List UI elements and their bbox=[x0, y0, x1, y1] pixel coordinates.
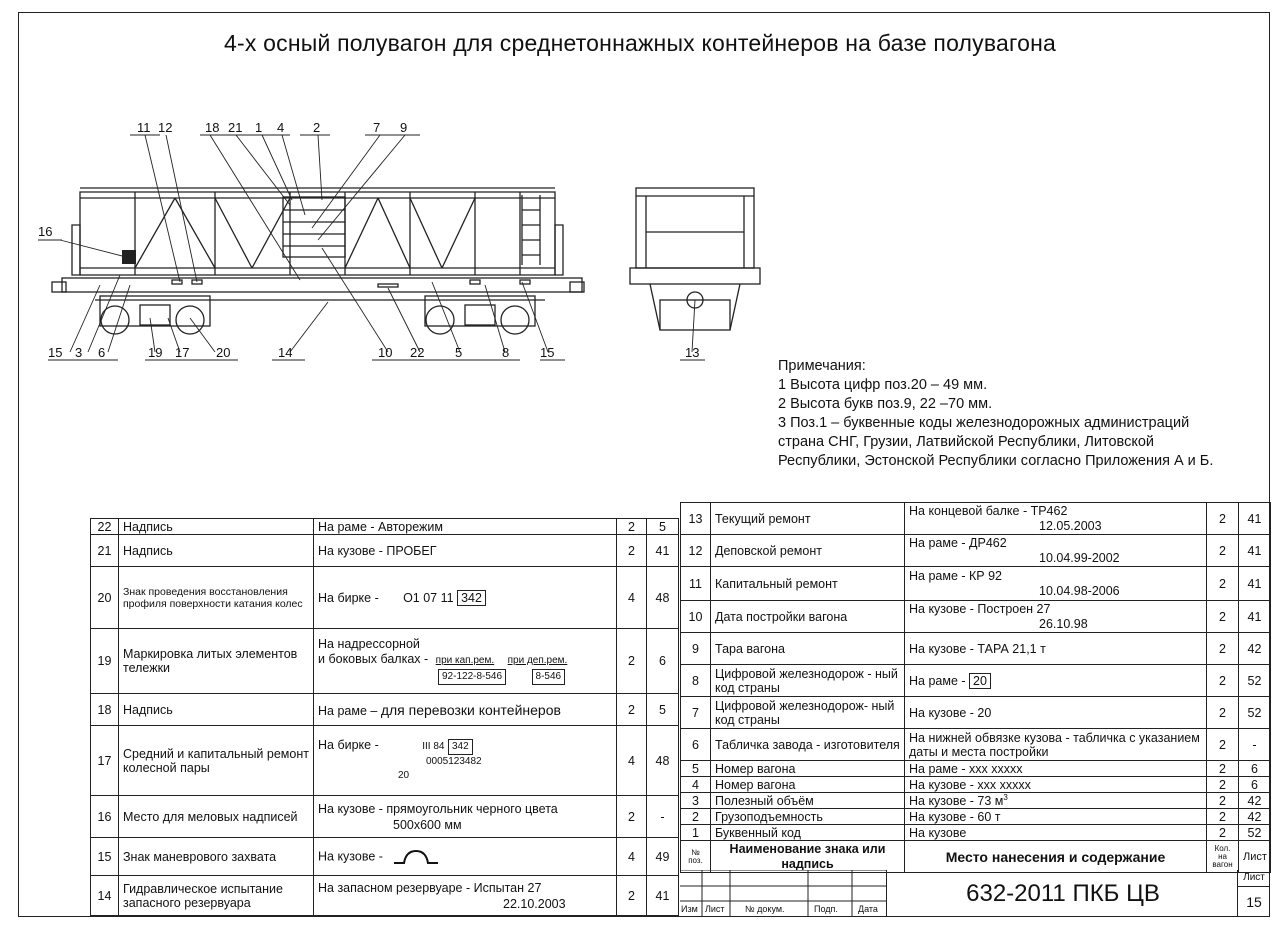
callout-label: 8 bbox=[502, 345, 510, 360]
table-row: 9 Тара вагона На кузове - ТАРА 21,1 т 2 42 bbox=[681, 633, 1271, 665]
callout-label: 11 bbox=[137, 120, 151, 135]
callout-label: 6 bbox=[98, 345, 106, 360]
title-block bbox=[680, 870, 1270, 917]
callout-label: 14 bbox=[278, 345, 293, 360]
notes-line: 1 Высота цифр поз.20 – 49 мм. bbox=[778, 377, 988, 393]
table-row: 2 Грузоподъемность На кузове - 60 т 2 42 bbox=[681, 809, 1271, 825]
table-row: 8 Цифровой железнодорож - ный код страны На раме - 20 2 52 bbox=[681, 665, 1271, 697]
table-row: 5 Номер вагона На раме - ххх ххххх 2 6 bbox=[681, 761, 1271, 777]
table-row: 18 Надпись На раме – для перевозки контейнеров 2 5 bbox=[91, 694, 679, 726]
table-header-row: № поз. Наименование знака или надпись Место нанесения и содержание Кол. на вагон Лист bbox=[681, 841, 1271, 873]
stamp-label: Лист bbox=[705, 904, 725, 914]
sheet-box bbox=[1237, 870, 1270, 917]
table-row: 6 Табличка завода - изготовителя На нижней обвязке кузова - табличка с указанием даты и места постройки 2 - bbox=[681, 729, 1271, 761]
callout-label: 10 bbox=[378, 345, 393, 360]
table-row: 14 Гидравлическое испытание запасного резервуара На запасном резервуаре - Испытан 27 22.10.2003 2 41 bbox=[91, 876, 679, 916]
callout-label: 2 bbox=[313, 120, 321, 135]
callout-label: 12 bbox=[158, 120, 173, 135]
table-row: 3 Полезный объём На кузове - 73 $м^3$ 2 42 bbox=[681, 793, 1271, 809]
table-row: 11 Капитальный ремонт На раме - КР 92 10.04.98-2006 2 41 bbox=[681, 567, 1271, 601]
sheet-number: 15 bbox=[1246, 894, 1262, 910]
table-row: 15 Знак маневрового захвата На кузове - 4 49 bbox=[91, 838, 679, 876]
table-row: 12 Деповской ремонт На раме - ДР462 10.04.99-2002 2 41 bbox=[681, 535, 1271, 567]
callout-label: 18 bbox=[205, 120, 220, 135]
callout-label: 16 bbox=[38, 224, 53, 239]
table-row: 22 Надпись На раме - Авторежим 2 5 bbox=[91, 519, 679, 535]
callout-label: 17 bbox=[175, 345, 190, 360]
callout-label: 7 bbox=[373, 120, 381, 135]
marking-table-left bbox=[90, 518, 679, 916]
notes-heading: Примечания: bbox=[778, 358, 866, 374]
table-row: 10 Дата постройки вагона На кузове - Построен 27 26.10.98 2 41 bbox=[681, 601, 1271, 633]
notes-line: 2 Высота букв поз.9, 22 –70 мм. bbox=[778, 396, 993, 412]
callout-label: 1 bbox=[255, 120, 263, 135]
callout-label: 20 bbox=[216, 345, 231, 360]
notes-line: Республики, Эстонской Республики согласно Приложения А и Б. bbox=[778, 453, 1214, 469]
marking-table-right bbox=[680, 502, 1271, 873]
callout-label: 13 bbox=[685, 345, 700, 360]
table-row: 16 Место для меловых надписей На кузове - прямоугольник черного цвета 500х600 мм 2 - bbox=[91, 796, 679, 838]
stamp-label: Изм bbox=[681, 904, 698, 914]
notes-line: 3 Поз.1 – буквенные коды железнодорожных администраций bbox=[778, 415, 1190, 431]
page-title: 4-х осный полувагон для среднетоннажных контейнеров на базе полувагона bbox=[224, 30, 1056, 56]
callout-label: 5 bbox=[455, 345, 463, 360]
stamp-label: Дата bbox=[858, 904, 878, 914]
stamp-label: № докум. bbox=[745, 904, 785, 914]
callout-label: 21 bbox=[228, 120, 243, 135]
callout-label: 4 bbox=[277, 120, 285, 135]
callout-label: 19 bbox=[148, 345, 163, 360]
document-number: 632-2011 ПКБ ЦВ bbox=[886, 870, 1239, 917]
table-row: 7 Цифровой железнодорож- ный код страны На кузове - 20 2 52 bbox=[681, 697, 1271, 729]
table-row: 19 Маркировка литых элементов тележки На надрессорной и боковых балках - при кап.рем. при деп.рем. 92-122-8-546 8-546 2 6 bbox=[91, 629, 679, 694]
wagon-drawing bbox=[0, 0, 1280, 380]
chalk-board-mark bbox=[122, 250, 136, 264]
stamp-label: Подп. bbox=[814, 904, 838, 914]
callout-label: 3 bbox=[75, 345, 83, 360]
notes-line: страна СНГ, Грузии, Латвийской Республики, Литовской bbox=[778, 434, 1154, 450]
notes bbox=[778, 357, 1258, 471]
shunting-hook-icon bbox=[392, 848, 440, 866]
table-row: 13 Текущий ремонт На концевой балке - ТР462 12.05.2003 2 41 bbox=[681, 503, 1271, 535]
table-row: 1 Буквенный код На кузове 2 52 bbox=[681, 825, 1271, 841]
callout-labels bbox=[38, 120, 699, 360]
sheet-label: Лист bbox=[1238, 870, 1270, 887]
callout-label: 15 bbox=[48, 345, 63, 360]
callout-label: 9 bbox=[400, 120, 408, 135]
table-row: 4 Номер вагона На кузове - ххх ххххх 2 6 bbox=[681, 777, 1271, 793]
table-row: 20 Знак проведения восстановления профиля поверхности катания колес На бирке - О1 07 11 342 4 48 bbox=[91, 567, 679, 629]
table-row: 21 Надпись На кузове - ПРОБЕГ 2 41 bbox=[91, 535, 679, 567]
table-row: 17 Средний и капитальный ремонт колесной пары На бирке - III 84 342 0005123482 20 4 48 bbox=[91, 726, 679, 796]
callout-label: 15 bbox=[540, 345, 555, 360]
callout-label: 22 bbox=[410, 345, 425, 360]
